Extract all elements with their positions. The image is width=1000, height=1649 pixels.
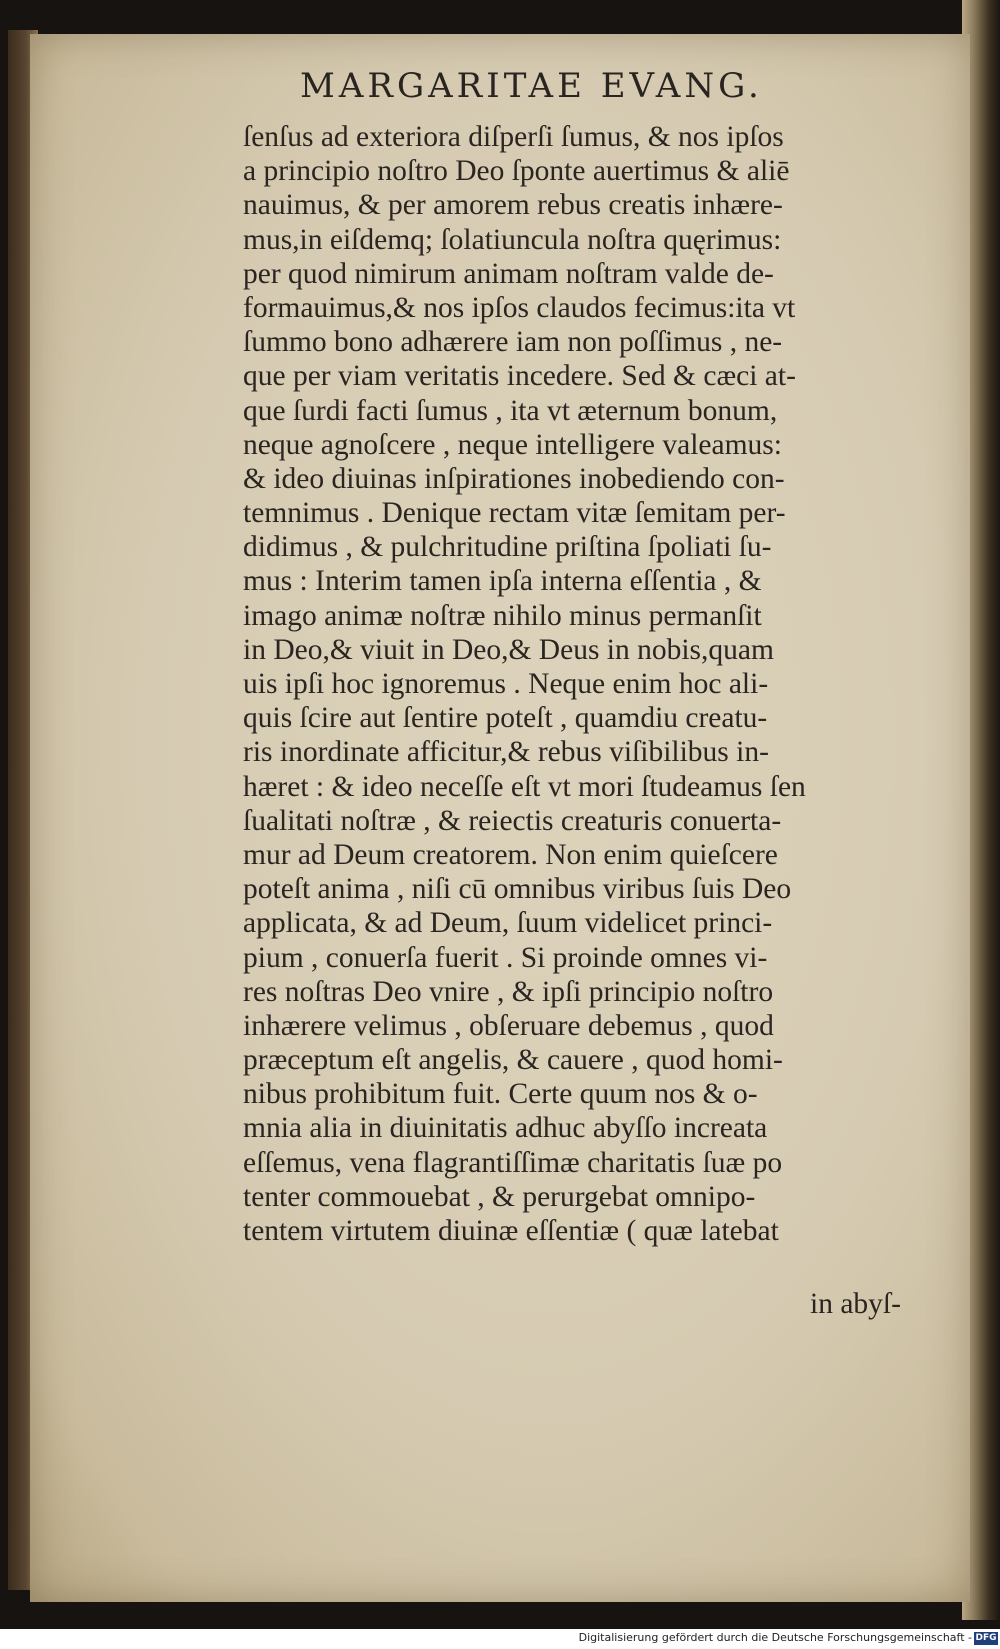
text-line: res noſtras Deo vnire , & ipſi principio noſtro xyxy=(243,975,774,1008)
text-line: que per viam veritatis incedere. Sed & cæci at- xyxy=(243,360,796,393)
funding-credit: Digitalisierung gefördert durch die Deutsche Forschungsgemeinschaft - xyxy=(578,1631,972,1644)
text-line: mnia alia in diuinitatis adhuc abyſſo increata xyxy=(243,1112,768,1145)
catchword: in abyſ- xyxy=(810,1288,901,1320)
text-line: temnimus . Denique rectam vitæ ſemitam per- xyxy=(243,497,786,530)
text-line: que ſurdi facti ſumus , ita vt æternum bonum, xyxy=(243,394,778,427)
text-line: mus : Interim tamen ipſa interna eſſentia , & xyxy=(243,565,762,598)
text-line: ſualitati noſtræ , & reiectis creaturis conuerta- xyxy=(243,804,782,837)
text-line: eſſemus, vena flagrantiſſimæ charitatis ſuæ po xyxy=(243,1146,783,1179)
text-line: inhærere velimus , obſeruare debemus , quod xyxy=(243,1009,774,1042)
text-line: hæret : & ideo neceſſe eſt vt mori ſtudeamus ſen xyxy=(243,770,806,803)
text-line: poteſt anima , niſi cū omnibus viribus ſuis Deo xyxy=(243,873,792,906)
body-text xyxy=(243,120,933,1248)
text-line: mur ad Deum creatorem. Non enim quieſcere xyxy=(243,838,778,871)
text-line: ris inordinate afficitur,& rebus viſibilibus in- xyxy=(243,736,769,769)
text-line: in Deo,& viuit in Deo,& Deus in nobis,quam xyxy=(243,633,774,666)
running-title: MARGARITAE EVANG. xyxy=(300,66,763,106)
text-line: ſenſus ad exteriora diſperſi ſumus, & nos ipſos xyxy=(243,121,784,153)
text-line: imago animæ noſtræ nihilo minus permanſit xyxy=(243,599,762,632)
text-line: per quod nimirum animam noſtram valde de- xyxy=(243,257,774,290)
text-line: mus,in eiſdemq; ſolatiuncula noſtra quęrimus: xyxy=(243,223,782,256)
text-line: a principio noſtro Deo ſponte auertimus & aliē xyxy=(243,155,790,188)
dfg-logo-icon: DFG xyxy=(975,1633,997,1643)
text-line: nibus prohibitum fuit. Certe quum nos & o- xyxy=(243,1078,758,1111)
text-line: uis ipſi hoc ignoremus . Neque enim hoc ali- xyxy=(243,668,769,700)
text-line: quis ſcire aut ſentire poteſt , quamdiu creatu- xyxy=(243,702,768,735)
digitization-footer xyxy=(0,1629,1000,1649)
text-line: & ideo diuinas inſpirationes inobediendo con- xyxy=(243,462,785,495)
text-line: nauimus, & per amorem rebus creatis inhære- xyxy=(243,189,783,222)
text-line: applicata, & ad Deum, ſuum videlicet princi- xyxy=(243,907,773,940)
text-line: præceptum eſt angelis, & cauere , quod homi- xyxy=(243,1044,783,1077)
text-line: tenter commouebat , & perurgebat omnipo- xyxy=(243,1180,756,1213)
text-line: ſummo bono adhærere iam non poſſimus , ne- xyxy=(243,326,783,359)
text-line: pium , conuerſa fuerit . Si proinde omnes vi- xyxy=(243,941,768,974)
text-line: formauimus,& nos ipſos claudos fecimus:ita vt xyxy=(243,291,796,324)
text-line: tentem virtutem diuinæ eſſentiæ ( quæ latebat xyxy=(243,1215,779,1247)
text-line: neque agnoſcere , neque intelligere valeamus: xyxy=(243,428,782,461)
text-line: didimus , & pulchritudine priſtina ſpoliati ſu- xyxy=(243,531,772,564)
